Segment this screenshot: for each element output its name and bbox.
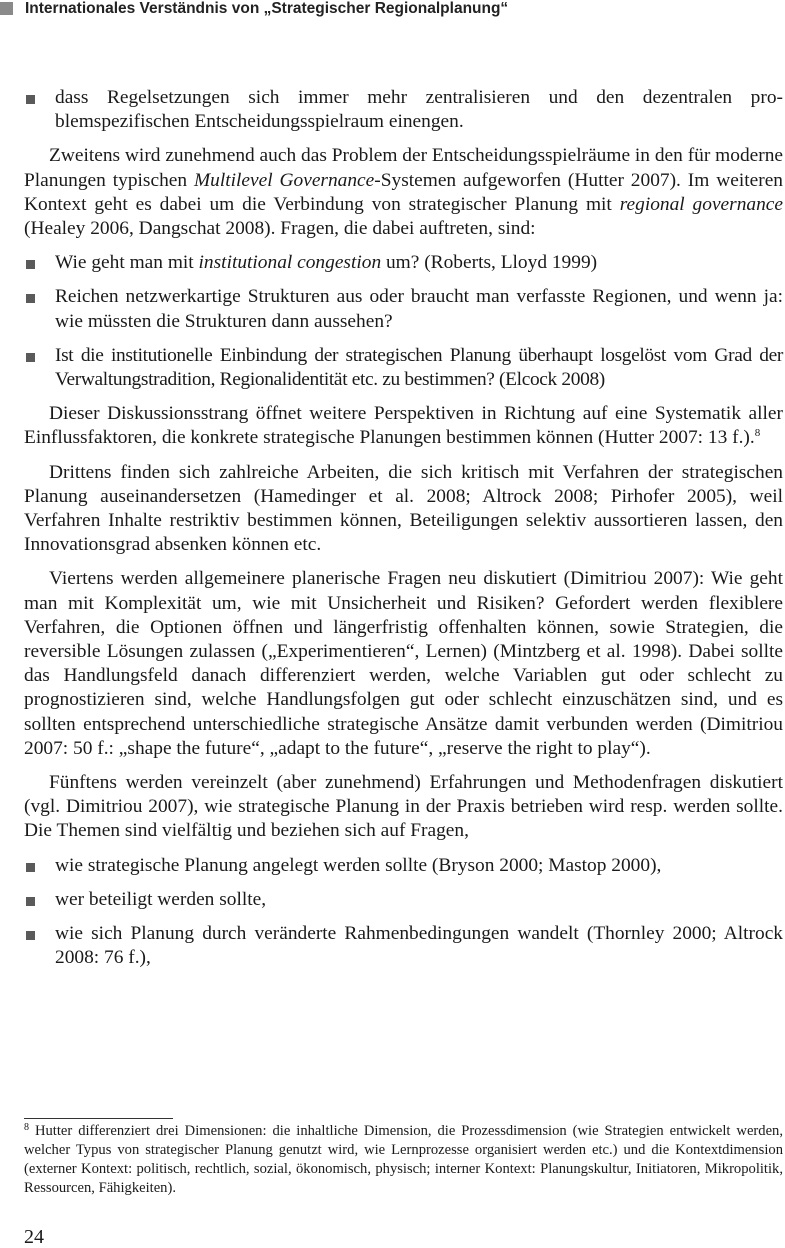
bullet-text: wie sich Planung durch veränderte Rahmenbedingungen wandelt (Thornley 2000; Altrock 2008: 76 f.), <box>55 923 783 969</box>
bullet-text: wer beteiligt werden sollte, <box>55 888 267 910</box>
header-square-marker <box>0 2 13 15</box>
paragraph <box>24 402 783 450</box>
paragraph: Viertens werden allgemeinere planerische Fragen neu diskutiert (Dimitriou 2007): Wie geht man mit Komplexität um, wie mit Unsicherheit und Risiken? Gefordert werden flexiblere Verfahren, die Optionen öffnen und längerfristig offenhalten können, sowie Strategien, die reversible Lösungen zulassen („Experimentieren“, Lernen) (Mintzberg et al. 1998). Dabei sollte das Handlungsfeld danach differenziert werden, welche Variablen gut oder schlecht zu prognostizieren sind, welche Handlungsfolgen gut oder schlecht einzuschätzen sind, und es sollten entsprechend unterschiedliche strategische Ansätze damit verbunden werden (Dimitriou 2007: 50 f.: „shape the future“, „adapt to the future“, „reserve the right to play“). <box>24 568 783 759</box>
footnote-number: 8 <box>24 1122 29 1133</box>
bullet-text: Reichen netzwerkartige Strukturen aus oder braucht man verfasste Regionen, und wenn ja: wie müssten die Strukturen dann aussehen? <box>55 286 783 332</box>
bullet-item <box>24 86 783 134</box>
footnote-text: Hutter differenziert drei Dimensionen: die inhaltliche Dimension, die Prozessdimension (wie Strategien entwickelt werden, welcher Typus von strategischer Planung genutzt wird, wie Lernprozesse organisiert werden etc.) und die Kontextdimension (externer Kontext: politisch, rechtlich, sozial, ökonomisch, physisch; interner Kontext: Planungskultur, Initiatoren, Mikropolitik, Ressourcen, Fähigkeiten). <box>24 1123 783 1196</box>
bullet-text <box>55 251 783 275</box>
running-header <box>0 0 785 24</box>
bullet-square-icon <box>26 294 35 303</box>
footnote-divider <box>24 1118 173 1119</box>
running-header-title: Internationales Verständnis von „Strategischer Regionalplanung“ <box>25 0 509 17</box>
bullet-square-icon <box>26 897 35 906</box>
page-number: 24 <box>24 1226 44 1248</box>
bullet-text: Ist die institutionelle Einbindung der strategischen Planung überhaupt losgelöst vom Grad der Verwaltungstradition, Regionalidentität etc. zu bestimmen? (Elcock 2008) <box>55 344 783 391</box>
footnote <box>24 1122 783 1198</box>
emphasis-text: Multilevel Governance <box>194 169 375 191</box>
emphasis-text: institutional congestion <box>198 252 382 274</box>
bullet-square-icon <box>26 95 35 104</box>
bullet-text-part: um? (Roberts, Lloyd 1999) <box>381 252 598 274</box>
paragraph: Drittens finden sich zahlreiche Arbeiten, die sich kritisch mit Verfahren der strategischen Planung auseinandersetzen (Hamedinger et al. 2008; Altrock 2008; Pirhofer 2005), weil Verfahren Inhalte restriktiv bestimmen können, Beteiligungen selektiv aussortieren lassen, den Innovationsgrad absenken können etc. <box>24 461 783 556</box>
paragraph-text: (Healey 2006, Dangschat 2008). Fragen, die dabei auftreten, sind: <box>24 218 536 240</box>
bullet-text: wie strategische Planung angelegt werden sollte (Bryson 2000; Mastop 2000), <box>55 854 662 876</box>
bullet-item <box>24 251 783 275</box>
bullet-item <box>24 854 783 878</box>
page-body <box>24 86 783 981</box>
footnote-reference[interactable]: 8 <box>754 427 761 440</box>
bullet-item <box>24 285 783 333</box>
bullet-square-icon <box>26 931 35 940</box>
bullet-square-icon <box>26 353 35 362</box>
bullet-square-icon <box>26 260 35 269</box>
paragraph-text: -Systemen aufgeworfen (Hutter 2007). Im weiteren Kontext geht es dabei um die Verbindung von strategischer Planung mit <box>24 169 783 215</box>
bullet-square-icon <box>26 863 35 872</box>
paragraph-text: Zweitens wird zunehmend auch das Problem der Entscheidungsspielräume in den für moderne Planungen typischen <box>24 145 783 191</box>
bullet-item <box>24 922 783 970</box>
paragraph-text: Dieser Diskussionsstrang öffnet weitere Perspektiven in Richtung auf eine Systematik aller Einflussfaktoren, die konkrete strategische Planungen bestimmen können (Hutter 2007: 13 f.). <box>24 403 783 449</box>
paragraph <box>24 144 783 241</box>
bullet-text-part: Wie geht man mit <box>55 252 199 274</box>
paragraph: Fünftens werden vereinzelt (aber zunehmend) Erfahrungen und Methodenfragen diskutiert (vgl. Dimitriou 2007), wie strategische Planung in der Praxis betrieben wird resp. werden sollte. Die Themen sind vielfältig und beziehen sich auf Fragen, <box>24 772 783 842</box>
bullet-item <box>24 344 783 392</box>
emphasis-text: regional governance <box>619 193 783 215</box>
bullet-item <box>24 888 783 912</box>
bullet-text: dass Regelsetzungen sich immer mehr zentralisieren und den dezentralen problemspezifischen Entscheidungsspielraum einengen. <box>55 87 783 133</box>
